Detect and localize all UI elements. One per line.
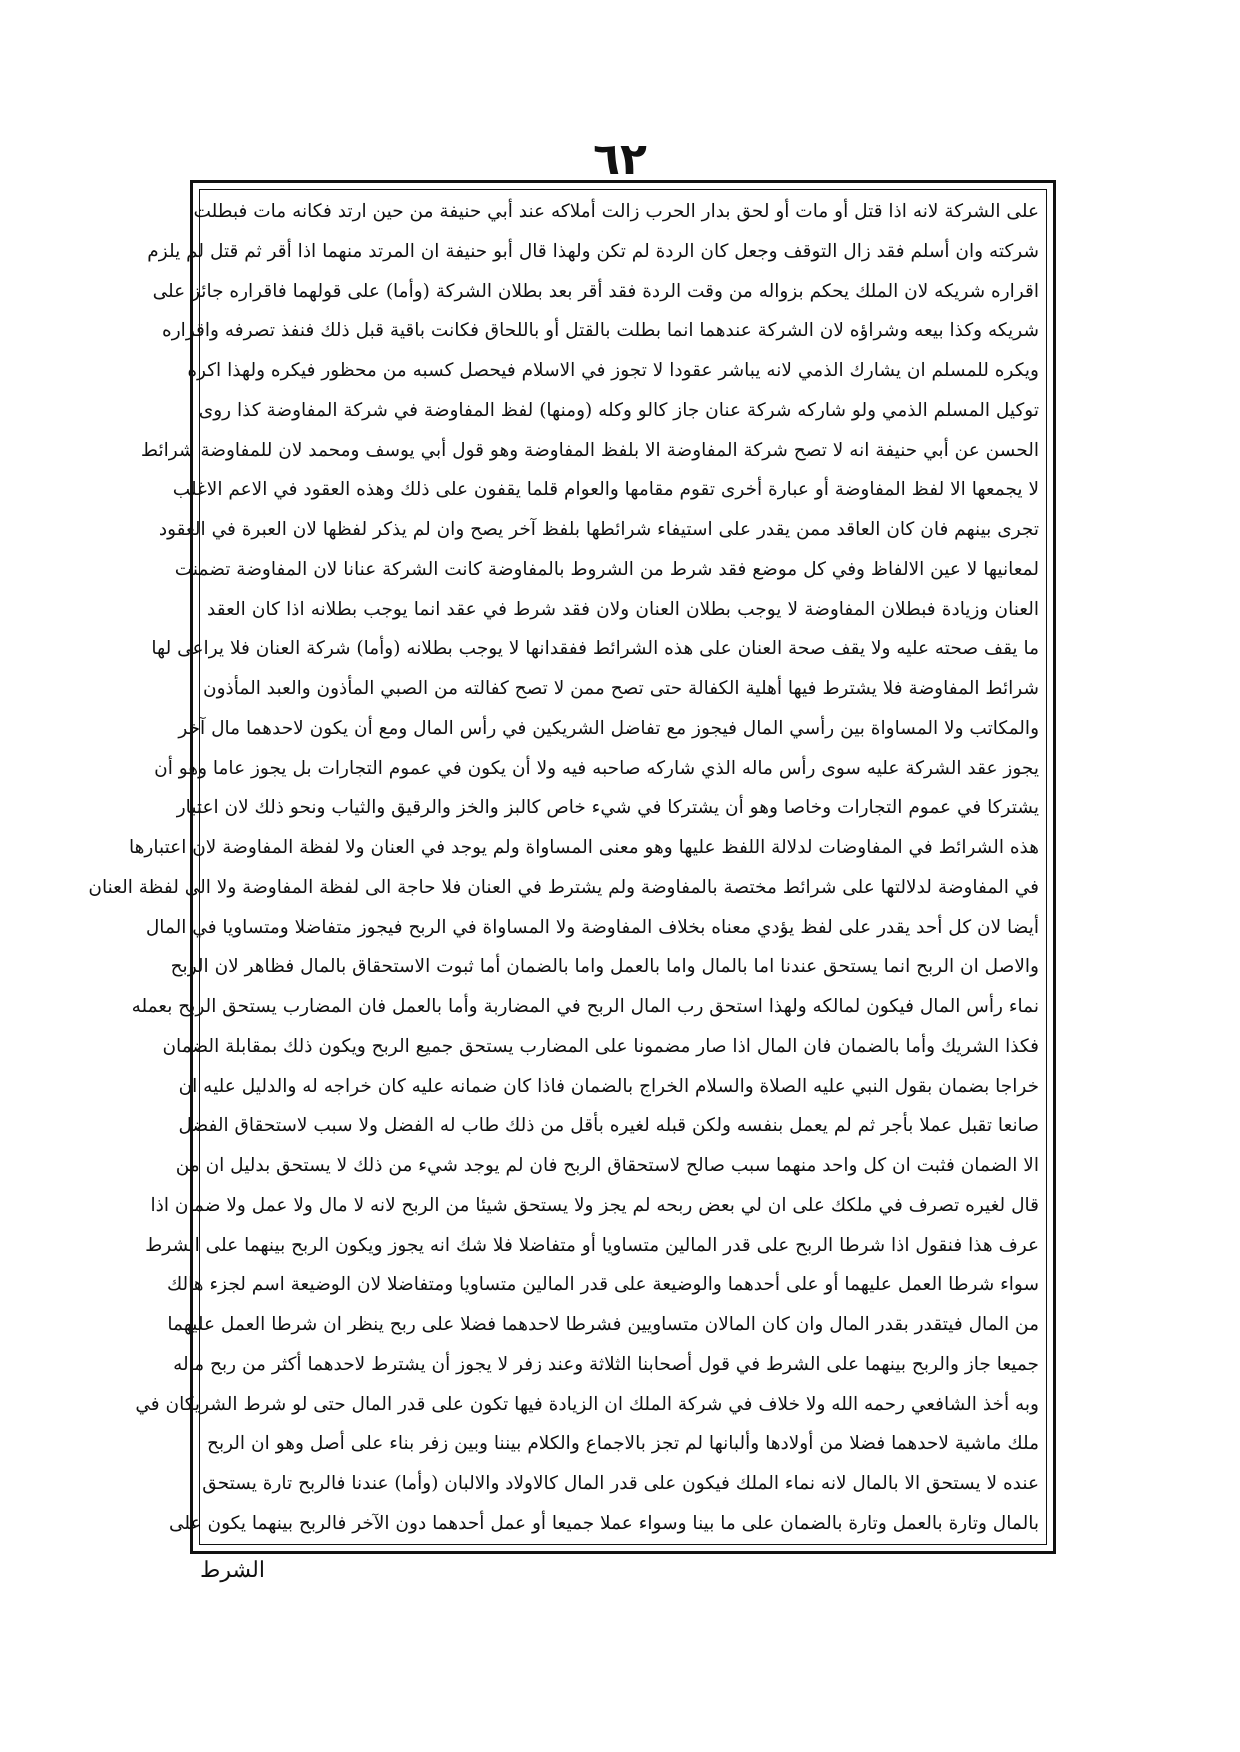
- page-number: ٦٢: [593, 134, 647, 185]
- text-line: في المفاوضة لدلالتها على شرائط مختصة بالمفاوضة ولم يشترط في العنان فلا حاجة الى لفظة المفاوضة ولا الى لفظة العنان: [88, 876, 1039, 898]
- text-line: على الشركة لانه اذا قتل أو مات أو لحق بدار الحرب زالت أملاكه عند أبي حنيفة من حين ارتد فكانه مات فبطلت: [193, 201, 1039, 222]
- text-line: وبه أخذ الشافعي رحمه الله ولا خلاف في شركة الملك ان الزيادة فيها تكون على قدر المال حتى لو شرط الشريكان في: [135, 1393, 1039, 1415]
- text-line: تجرى بينهم فان كان العاقد ممن يقدر على استيفاء شرائطها بلفظ آخر يصح وان لم يذكر لفظها لان العبرة في العقود: [158, 519, 1039, 540]
- text-line: الا الضمان فثبت ان كل واحد منهما سبب صالح لاستحقاق الربح فان لم يوجد شيء من ذلك لا يستحق بدليل ان من: [175, 1155, 1039, 1176]
- text-line: فكذا الشريك وأما بالضمان فان المال اذا صار مضمونا على المضارب يستحق جميع الربح ويكون ذلك بمقابلة الضمان: [162, 1035, 1039, 1057]
- text-line: سواء شرطا العمل عليهما أو على أحدهما والوضيعة على قدر المالين متساويا ومتفاضلا لان الوضيعة اسم لجزء هالك: [166, 1274, 1039, 1296]
- text-line: أيضا لان كل أحد يقدر على لفظ يؤدي معناه بخلاف المفاوضة ولا المساواة في الربح فيجوز متفاضلا ومتساويا في المال: [145, 916, 1039, 938]
- text-line: ملك ماشية لاحدهما فضلا من أولادها وألبانها لم تجز بالاجماع والكلام بيننا وبين زفر بناء على أصل وهو ان الربح: [207, 1433, 1039, 1455]
- text-line: يجوز عقد الشركة عليه سوى رأس ماله الذي شاركه صاحبه فيه ولا أن يكون في عموم التجارات بل يجوز عاما وهو أن: [154, 757, 1039, 779]
- text-line: ويكره للمسلم ان يشارك الذمي لانه يباشر عقودا لا تجوز في الاسلام فيحصل كسبه من محظور فيكره ولهذا اكره: [187, 360, 1039, 381]
- text-body: [88, 196, 1039, 1540]
- text-line: العنان وزيادة فبطلان المفاوضة لا يوجب بطلان العنان ولان فقد شرط في عقد انما يوجب بطلانه اذا كان العقد: [207, 598, 1039, 620]
- text-line: توكيل المسلم الذمي ولو شاركه شركة عنان جاز كالو وكله (ومنها) لفظ المفاوضة في شركة المفاوضة كذا روى: [198, 399, 1039, 421]
- text-line: لا يجمعها الا لفظ المفاوضة أو عبارة أخرى تقوم مقامها والعوام قلما يقفون على ذلك وهذه العقود في الاعم الاغلب: [172, 479, 1039, 501]
- text-line: عرف هذا فنقول اذا شرطا الربح على قدر المالين متساويا أو متفاضلا فلا شك انه يجوز ويكون الربح بينهما على الشرط: [145, 1234, 1039, 1256]
- text-line: ما يقف صحته عليه ولا يقف صحة العنان على هذه الشرائط ففقدانها لا يوجب بطلانه (وأما) شركة العنان فلا يراعى لها: [151, 638, 1039, 660]
- text-line: نماء رأس المال فيكون لمالكه ولهذا استحق رب المال الربح في المضاربة وأما بالعمل فان المضارب يستحق الربح بعمله: [131, 996, 1039, 1017]
- catchword: الشرط: [200, 1558, 265, 1583]
- text-line: يشتركا في عموم التجارات وخاصا وهو أن يشتركا في شيء خاص كالبز والخز والرقيق والثياب ونحو ذلك لان اعتبار: [176, 797, 1039, 819]
- text-line: شركته وان أسلم فقد زال التوقف وجعل كان الردة لم تكن ولهذا قال أبو حنيفة ان المرتد منهما اذا أقر ثم قتل لم يلزم: [147, 240, 1039, 262]
- text-line: لمعانيها لا عين الالفاظ وفي كل موضع فقد شرط من الشروط بالمفاوضة كانت الشركة عنانا لان المفاوضة تضمنت: [174, 558, 1039, 580]
- text-line: الحسن عن أبي حنيفة انه لا تصح شركة المفاوضة الا بلفظ المفاوضة وهو قول أبي يوسف ومحمد لان للمفاوضة شرائط: [140, 439, 1039, 461]
- text-line: شرائط المفاوضة فلا يشترط فيها أهلية الكفالة حتى تصح ممن لا تصح كفالته من الصبي المأذون والعبد المأذون: [202, 678, 1039, 699]
- text-line: صانعا تقبل عملا بأجر ثم لم يعمل بنفسه ولكن قبله لغيره بأقل من ذلك طاب له الفضل ولا سبب لاستحقاق الفضل: [178, 1115, 1039, 1137]
- text-line: والاصل ان الربح انما يستحق عندنا اما بالمال واما بالعمل واما بالضمان أما ثبوت الاستحقاق بالمال فظاهر لان الربح: [170, 956, 1039, 978]
- text-line: بالمال وتارة بالعمل وتارة بالضمان على ما بينا وسواء عملا جميعا أو عمل أحدهما دون الآخر فالربح بينهما يكون على: [169, 1512, 1039, 1534]
- text-line: جميعا جاز والربح بينهما على الشرط في قول أصحابنا الثلاثة وعند زفر لا يجوز أن يشترط لاحدهما أكثر من ربح ماله: [173, 1353, 1039, 1375]
- text-line: عنده لا يستحق الا بالمال لانه نماء الملك فيكون على قدر المال كالاولاد والالبان (وأما) عندنا فالربح تارة يستحق: [202, 1473, 1039, 1494]
- text-line: شريكه وكذا بيعه وشراؤه لان الشركة عندهما انما بطلت بالقتل أو باللحاق فكانت باقية قبل ذلك فنفذ تصرفه واقراره: [162, 320, 1039, 342]
- text-line: خراجا بضمان بقول النبي عليه الصلاة والسلام الخراج بالضمان فاذا كان ضمانه عليه كان خراجه له والدليل عليه ان: [178, 1075, 1039, 1097]
- text-line: والمكاتب ولا المساواة بين رأسي المال فيجوز مع تفاضل الشريكين في رأس المال ومع أن يكون لاحدهما مال آخر: [178, 717, 1039, 739]
- text-line: هذه الشرائط في المفاوضات لدلالة اللفظ عليها وهو معنى المساواة ولم يوجد في العنان ولا لفظة المفاوضة لان اعتبارها: [129, 837, 1039, 858]
- text-line: من المال فيتقدر بقدر المال وان كان المالان متساويين فشرطا لاحدهما فضلا على ربح ينظر ان شرطا العمل عليهما: [167, 1314, 1039, 1335]
- text-line: اقراره شريكه لان الملك يحكم بزواله من وقت الردة فقد أقر بعد بطلان الشركة (وأما) على قولهما فاقراره جائز على: [152, 280, 1039, 302]
- text-line: قال لغيره تصرف في ملكك على ان لي بعض ربحه لم يجز ولا يستحق شيئا من الربح لانه لا مال ولا عمل ولا ضمان اذا: [150, 1194, 1039, 1216]
